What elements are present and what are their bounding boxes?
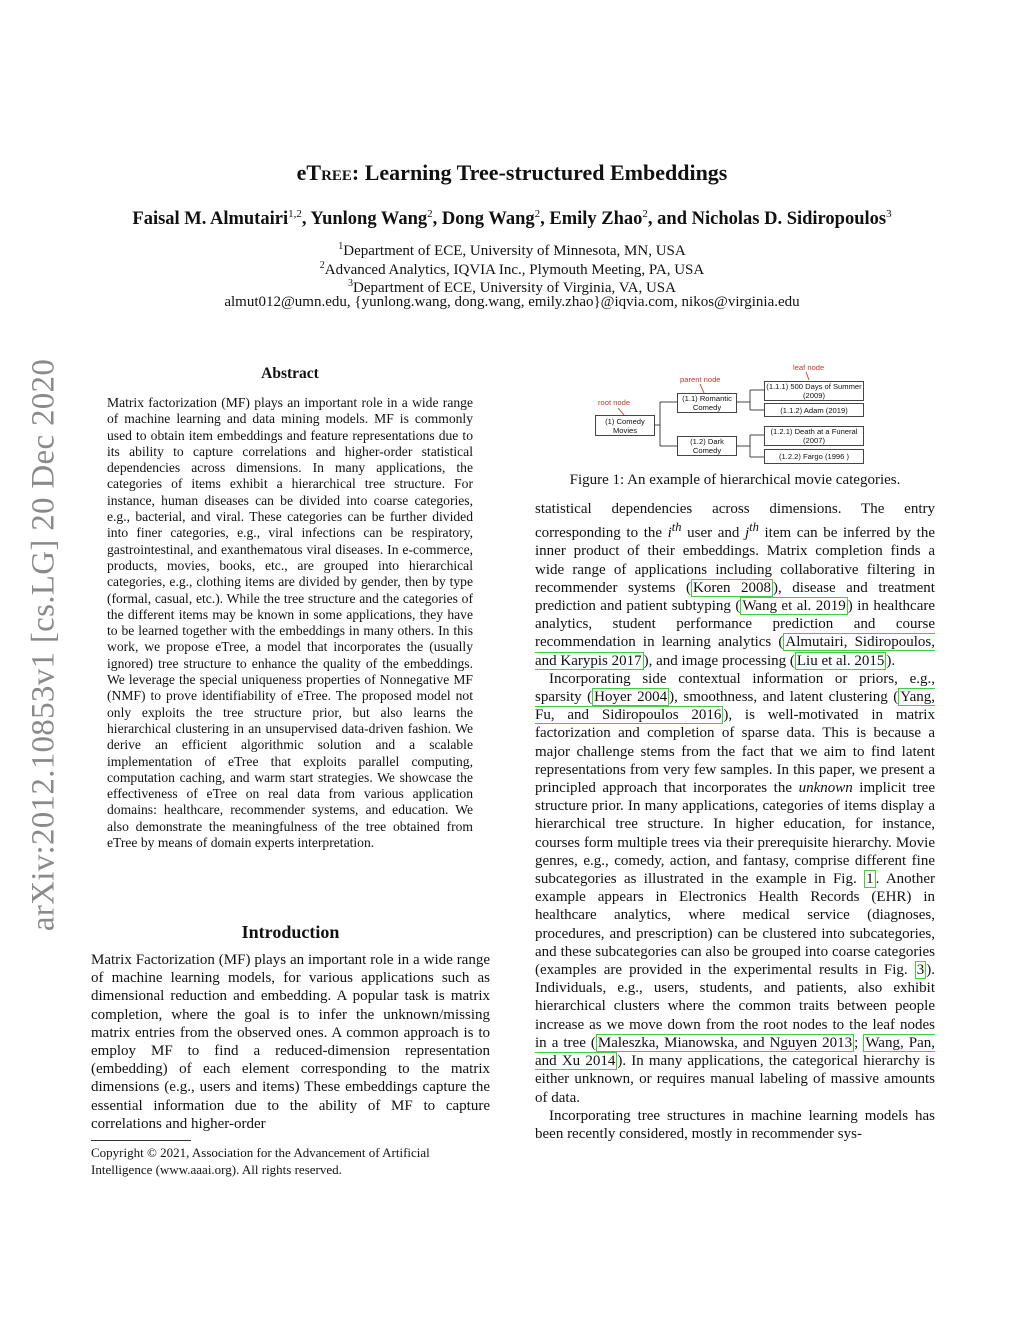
affiliation: $^3$Department of ECE, University of Virginia, VA, USA — [348, 278, 676, 296]
paragraph: Incorporating side contextual information or priors, e.g., sparsity ( Hoyer 2004 ), smoothness, and latent clustering ( Yang, Fu, and Sidiropoulos 2016 ), is well-motivated in matrix factorization and completion of sparse data. This is because a major challenge stems from the fact that we aim to find latent representations from very few samples. In this paper, we present a principled approach that incorporates the unknown implicit tree structure prior. In many applications, categories of items display a hierarchical tree structure. In higher education, for instance, courses form multiple trees via their prerequisite hierarchy. Movie genres, e.g., comedy, action, and fantasy, comprise different fine subcategories as illustrated in the example in Fig. 1 . Another example appears in Electronics Health Records (EHR) in healthcare analytics, where medical service (diagnoses, procedures, and prescription) can be clustered into subcategories, and these subcategories can also be grouped into coarse categories (examples are provided in the experimental results in Fig. 3 ). Individuals, e.g., users, students, and patients, also exhibit hierarchical clusters where the common traits between people increase as we move down from the root nodes to the leaf nodes in a tree ( Maleszka, Mianowska, and Nguyen 2013 ; Wang, Pan, and Xu 2014 ). In many applications, the categorical hierarchy is either unknown, or requires manual labeling of massive amounts of data. — [535, 670, 936, 1106]
author: Faisal M. Almutairi — [132, 209, 289, 230]
tree-node-leaf: (1.2.1) Death at a Funeral (2007) — [764, 426, 864, 446]
citation-link[interactable]: Maleszka, Mianowska, and Nguyen 2013 — [597, 1034, 853, 1051]
footnote-rule — [91, 1140, 191, 1141]
copyright-footnote: Copyright © 2021, Association for the Advancement of Artificial Intelligence (www.aaai.org). All rights reserved. — [91, 1145, 430, 1177]
citation-link[interactable]: Almutairi, Sidiropoulos, and Karypis 2017 — [535, 634, 936, 669]
leaf-node-label: leaf node — [793, 363, 825, 372]
right-column — [535, 500, 935, 1143]
tree-node-leaf: (1.1.1) 500 Days of Summer (2009) — [764, 381, 864, 401]
paragraph: Incorporating tree structures in machine learning models has been recently considered, mostly in recommender sys- — [535, 1107, 935, 1142]
citation-link[interactable]: Hoyer 2004 — [594, 689, 668, 706]
author-list: Faisal M. Almutairi$^{1,2}$, Yunlong Wang$^2$, Dong Wang$^2$, Emily Zhao$^2$, and Nicholas D. Sidiropoulos$^3$ — [132, 208, 892, 230]
author: Emily Zhao — [549, 209, 643, 230]
root-node-label: root node — [598, 398, 631, 407]
tree-node-leaf: (1.2.2) Fargo (1996 ) — [764, 449, 864, 464]
paper-title: eTree: Learning Tree-structured Embeddings — [296, 160, 728, 185]
author: Yunlong Wang — [310, 209, 428, 230]
introduction-text: Matrix Factorization (MF) plays an important role in a wide range of machine learning models, for various applications such as dimensional reduction and embedding. A popular task is matrix completion, where the goal is to infer the unknown/missing matrix entries from the observed ones. A common approach is to employ MF to find a reduced-dimension representation (embedding) of each element corresponding to the matrix dimensions (e.g., users and items) These embeddings capture the essential information due to the ability of MF to capture correlations and higher-order — [91, 952, 490, 1132]
parent-node-label: parent node — [680, 375, 721, 384]
introduction-heading: Introduction — [241, 922, 340, 942]
figure-link[interactable]: 3 — [916, 962, 925, 979]
affiliation: $^1$Department of ECE, University of Minnesota, MN, USA — [338, 241, 686, 259]
paragraph: statistical dependencies across dimensions. The entry corresponding to the $i^{th}$ user and $j^{th}$ item can be inferred by the inner product of their embeddings. Matrix completion finds a wide range of applications including collaborative filtering in recommender systems ( Koren 2008 ), disease and treatment prediction and patient subtyping ( Wang et al. 2019 ) in healthcare analytics, student performance prediction and course recommendation in learning analytics ( Almutairi, Sidiropoulos, and Karypis 2017 ), and image processing ( Liu et al. 2015 ). — [535, 501, 936, 669]
figure-link[interactable]: 1 — [866, 871, 874, 888]
citation-link[interactable]: Yang, Fu, and Sidiropoulos 2016 — [535, 689, 935, 724]
figure-1-caption: Figure 1: An example of hierarchical movie categories. — [569, 472, 901, 488]
tree-node-leaf: (1.1.2) Adam (2019) — [764, 403, 864, 417]
abstract-text: Matrix factorization (MF) plays an important role in a wide range of machine learning and data mining models. MF is commonly used to obtain item embeddings and feature representations due to its ability to capture correlations and higher-order statistical dependencies across dimensions. In many applications, the categories of items exhibit a hierarchical tree structure. For instance, human diseases can be divided into coarse categories, e.g., bacterial, and viral. These categories can be further divided into finer categories, e.g., viral infections can be respiratory, gastrointestinal, and exanthematous viral diseases. In e-commerce, products, movies, books, etc., are grouped into hierarchical categories, e.g., clothing items are divided by gender, then by type (formal, casual, etc.). While the tree structure and the categories of the different items may be known in some applications, they have to be learned together with the embeddings in many others. In this work, we propose eTree, a model that incorporates the (usually ignored) tree structure to enhance the quality of the embeddings. We leverage the special uniqueness properties of Nonnegative MF (NMF) to prove identifiability of eTree. The proposed model not only exploits the tree structure prior, but also learns the hierarchical clustering in an unsupervised data-driven fashion. We derive an efficient algorithmic solution and a scalable implementation of eTree that exploits parallel computing, computation caching, and warm start strategies. We showcase the effectiveness of eTree on real data from various application domains: healthcare, recommender systems, and education. We also demonstrate the meaningfulness of the tree obtained from eTree by means of domain experts interpretation. — [107, 395, 473, 851]
tree-node-romantic: (1.1) Romantic Comedy — [677, 393, 737, 413]
citation-link[interactable]: Wang, Pan, and Xu 2014 — [535, 1034, 935, 1070]
affiliation: $^2$Advanced Analytics, IQVIA Inc., Plymouth Meeting, PA, USA — [319, 260, 705, 278]
citation-link[interactable]: Wang et al. 2019 — [742, 598, 846, 615]
tree-node-root: (1) Comedy Movies — [595, 415, 655, 436]
figure-1 — [590, 360, 880, 468]
abstract-section — [107, 365, 473, 851]
author: Dong Wang — [441, 209, 535, 230]
author: Nicholas D. Sidiropoulos — [691, 209, 887, 230]
author-emails[interactable]: almut012@umn.edu, {yunlong.wang, dong.wang, emily.zhao}@iqvia.com, nikos@virginia.edu — [224, 294, 800, 310]
arxiv-stamp — [26, 350, 62, 940]
citation-link[interactable]: Liu et al. 2015 — [796, 652, 885, 669]
tree-node-dark: (1.2) Dark Comedy — [677, 436, 737, 456]
citation-link[interactable]: Koren 2008 — [693, 579, 772, 596]
arxiv-stamp-text: arXiv:2012.10853v1 [cs.LG] 20 Dec 2020 — [25, 358, 62, 932]
introduction-section — [91, 922, 490, 1133]
abstract-heading: Abstract — [261, 365, 319, 382]
